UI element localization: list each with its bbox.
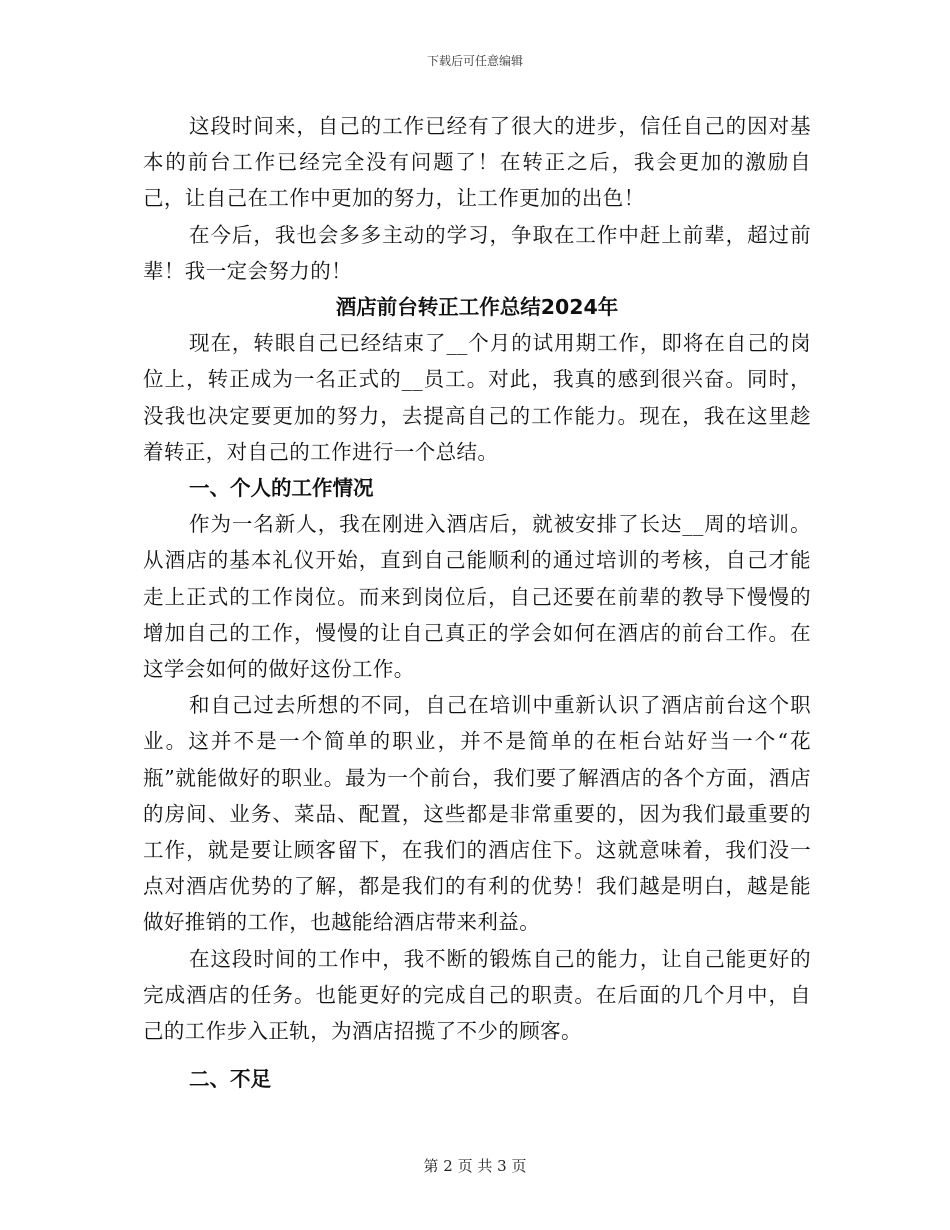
section-heading-1: 一、个人的工作情况 xyxy=(189,476,374,501)
paragraph-5: 和自己过去所想的不同，自己在培训中重新认识了酒店前台这个职业。这并不是一个简单的职业，并不是简单的在柜台站好当一个“花瓶”就能做好的职业。最为一个前台，我们要了解酒店的各个方面，酒店的房间、业务、菜品、配置，这些都是非常重要的，因为我们最重要的工作，就是要让顾客留下，在我们的酒店住下。这就意味着，我们没一点对酒店优势的了解，都是我们的有利的优势！我们越是明白，越是能做好推销的工作，也越能给酒店带来利益。 xyxy=(143,693,811,935)
spacer xyxy=(143,1049,811,1061)
page-footer: 第 2 页 共 3 页 xyxy=(423,1157,527,1175)
paragraph-6: 在这段时间的工作中，我不断的锻炼自己的能力，让自己能更好的完成酒店的任务。也能更好的完成自己的职责。在后面的几个月中，自己的工作步入正轨，为酒店招揽了不少的顾客。 xyxy=(143,946,811,1044)
document-title: 酒店前台转正工作总结2024年 xyxy=(335,295,619,320)
document-body xyxy=(143,108,811,1097)
page-header: 下载后可任意编辑 xyxy=(426,54,523,68)
paragraph-2: 在今后，我也会多多主动的学习，争取在工作中赶上前辈，超过前辈！我一定会努力的！ xyxy=(143,222,811,283)
section-heading-2: 二、不足 xyxy=(189,1067,271,1092)
paragraph-4: 作为一名新人，我在刚进入酒店后，就被安排了长达__周的培训。从酒店的基本礼仪开始，直到自己能顺利的通过培训的考核，自己才能走上正式的工作岗位。而来到岗位后，自己还要在前辈的教导下慢慢的增加自己的工作，慢慢的让自己真正的学会如何在酒店的前台工作。在这学会如何的做好这份工作。 xyxy=(143,512,811,682)
paragraph-1: 这段时间来，自己的工作已经有了很大的进步，信任自己的因对基本的前台工作已经完全没有问题了！在转正之后，我会更加的激励自己，让自己在工作中更加的努力，让工作更加的出色！ xyxy=(143,114,811,211)
paragraph-3: 现在，转眼自己已经结束了__个月的试用期工作，即将在自己的岗位上，转正成为一名正式的__员工。对此，我真的感到很兴奋。同时，没我也决定要更加的努力，去提高自己的工作能力。现在，我在这里趁着转正，对自己的工作进行一个总结。 xyxy=(143,331,811,464)
